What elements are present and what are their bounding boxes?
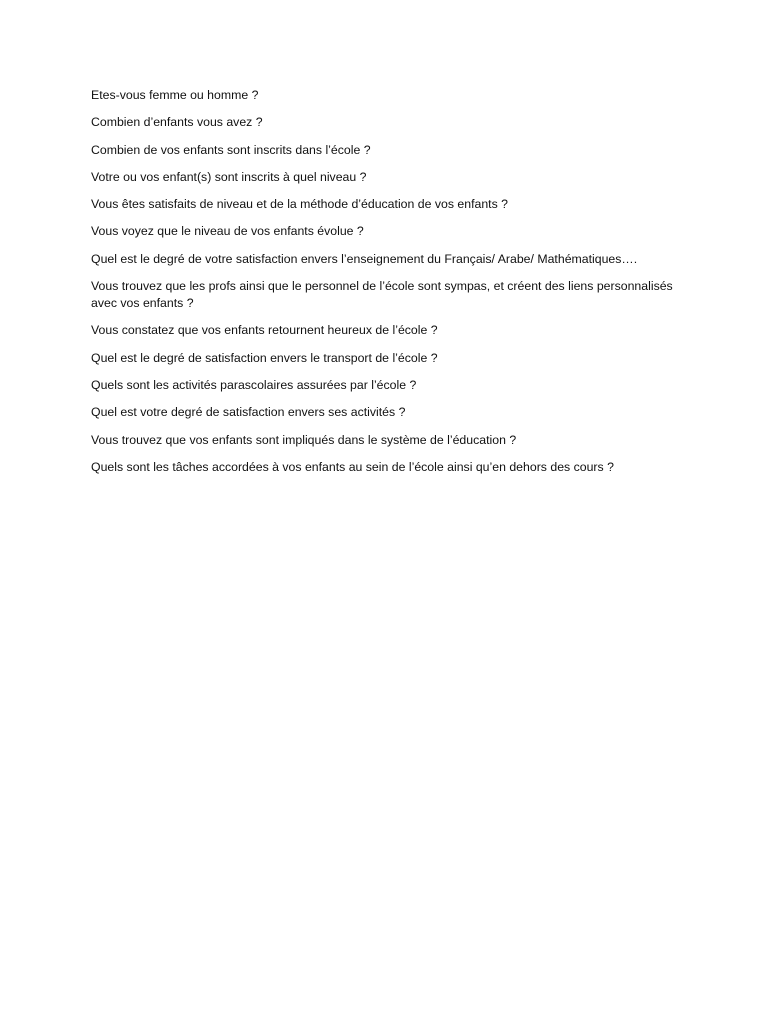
question-5: Vous êtes satisfaits de niveau et de la méthode d’éducation de vos enfants ? [91,197,509,212]
question-14: Quels sont les tâches accordées à vos enfants au sein de l’école ainsi qu’en dehors des cours ? [91,459,614,474]
question-8: Vous trouvez que les profs ainsi que le personnel de l’école sont sympas, et créent des liens personnalisés avec vos enfants ? [91,279,673,311]
question-1: Etes-vous femme ou homme ? [91,88,259,102]
question-7: Quel est le degré de votre satisfaction envers l’enseignement du Français/ Arabe/ Mathématiques…. [91,251,638,266]
question-9: Vous constatez que vos enfants retournent heureux de l’école ? [91,323,438,338]
question-10: Quel est le degré de satisfaction envers le transport de l’école ? [91,350,438,365]
question-6: Vous voyez que le niveau de vos enfants évolue ? [91,224,364,239]
question-3: Combien de vos enfants sont inscrits dans l’école ? [91,142,371,157]
question-13: Vous trouvez que vos enfants sont impliqués dans le système de l’éducation ? [91,432,517,447]
question-12: Quel est votre degré de satisfaction envers ses activités ? [91,405,406,420]
question-4: Votre ou vos enfant(s) sont inscrits à quel niveau ? [91,169,367,184]
question-list [91,87,691,486]
question-11: Quels sont les activités parascolaires assurées par l’école ? [91,377,417,392]
question-2: Combien d’enfants vous avez ? [91,115,263,130]
